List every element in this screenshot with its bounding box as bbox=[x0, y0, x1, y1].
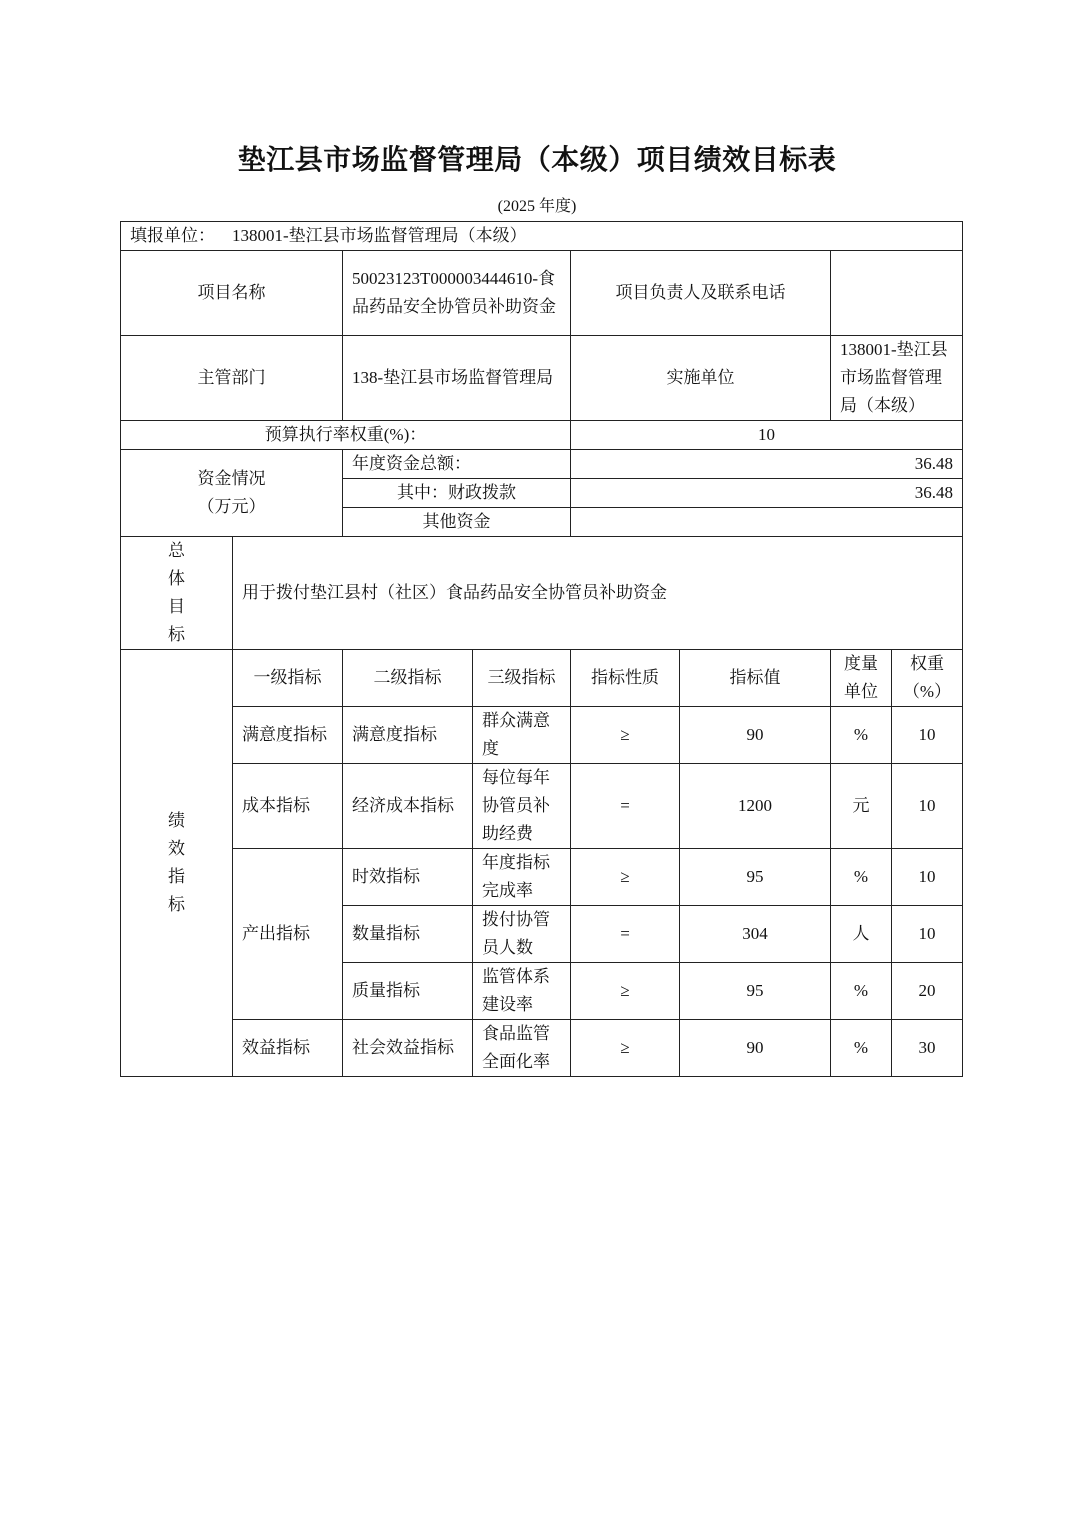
page-title: 垫江县市场监督管理局（本级）项目绩效目标表 bbox=[237, 143, 837, 176]
table-row bbox=[121, 707, 963, 764]
header-op: 指标性质 bbox=[571, 650, 680, 707]
unit-cell: % bbox=[831, 849, 892, 906]
page-subtitle: (2025 年度) bbox=[497, 198, 577, 215]
header-l3: 三级指标 bbox=[473, 650, 571, 707]
l3-cell: 拨付协管员人数 bbox=[473, 906, 571, 963]
header-weight: 权重（%） bbox=[892, 650, 963, 707]
indicators-label-text: 绩效指标 bbox=[168, 811, 185, 914]
funds-fiscal-label: 其中：财政拨款 bbox=[343, 479, 571, 508]
funds-label bbox=[121, 450, 343, 537]
table-row bbox=[121, 1020, 963, 1077]
funds-label-line1: 资金情况 bbox=[197, 469, 266, 488]
weight-cell: 20 bbox=[892, 963, 963, 1020]
op-cell: ≥ bbox=[571, 963, 680, 1020]
l1-cell: 满意度指标 bbox=[233, 707, 343, 764]
value-cell: 304 bbox=[680, 906, 831, 963]
unit-cell: 人 bbox=[831, 906, 892, 963]
l2-cell: 数量指标 bbox=[343, 906, 473, 963]
op-cell: = bbox=[571, 764, 680, 849]
value-cell: 95 bbox=[680, 963, 831, 1020]
header-l1: 一级指标 bbox=[233, 650, 343, 707]
op-cell: ≥ bbox=[571, 1020, 680, 1077]
budget-weight-label: 预算执行率权重(%)： bbox=[121, 421, 571, 450]
table-row bbox=[121, 849, 963, 906]
funds-label-line2: （万元） bbox=[197, 497, 266, 516]
l1-cell: 效益指标 bbox=[233, 1020, 343, 1077]
l2-cell: 经济成本指标 bbox=[343, 764, 473, 849]
l3-cell: 群众满意度 bbox=[473, 707, 571, 764]
header-value: 指标值 bbox=[680, 650, 831, 707]
l1-cell: 产出指标 bbox=[233, 849, 343, 1020]
impl-unit-label: 实施单位 bbox=[571, 336, 831, 421]
funds-total-label: 年度资金总额： bbox=[343, 450, 571, 479]
project-name-label: 项目名称 bbox=[121, 251, 343, 336]
l2-cell: 时效指标 bbox=[343, 849, 473, 906]
op-cell: ≥ bbox=[571, 707, 680, 764]
reporting-unit-value: 138001-垫江县市场监督管理局（本级） bbox=[232, 226, 527, 245]
op-cell: ≥ bbox=[571, 849, 680, 906]
weight-cell: 10 bbox=[892, 849, 963, 906]
funds-fiscal-value: 36.48 bbox=[571, 479, 963, 508]
l3-cell: 食品监管全面化率 bbox=[473, 1020, 571, 1077]
funds-other-value bbox=[571, 508, 963, 537]
reporting-unit-cell bbox=[121, 222, 963, 251]
unit-cell: 元 bbox=[831, 764, 892, 849]
overall-goal-label-text: 总体目标 bbox=[168, 541, 185, 644]
l3-cell: 监管体系建设率 bbox=[473, 963, 571, 1020]
project-name-value: 50023123T000003444610-食品药品安全协管员补助资金 bbox=[343, 251, 571, 336]
indicators-label bbox=[121, 650, 233, 1077]
l1-cell: 成本指标 bbox=[233, 764, 343, 849]
weight-cell: 10 bbox=[892, 707, 963, 764]
unit-cell: % bbox=[831, 707, 892, 764]
unit-cell: % bbox=[831, 1020, 892, 1077]
header-l2: 二级指标 bbox=[343, 650, 473, 707]
table-row bbox=[121, 764, 963, 849]
project-leader-label: 项目负责人及联系电话 bbox=[571, 251, 831, 336]
l2-cell: 质量指标 bbox=[343, 963, 473, 1020]
dept-value: 138-垫江县市场监督管理局 bbox=[343, 336, 571, 421]
value-cell: 90 bbox=[680, 1020, 831, 1077]
header-unit: 度量单位 bbox=[831, 650, 892, 707]
weight-cell: 10 bbox=[892, 906, 963, 963]
weight-cell: 30 bbox=[892, 1020, 963, 1077]
reporting-unit-label: 填报单位： bbox=[130, 226, 215, 245]
l2-cell: 社会效益指标 bbox=[343, 1020, 473, 1077]
l3-cell: 年度指标完成率 bbox=[473, 849, 571, 906]
funds-total-value: 36.48 bbox=[571, 450, 963, 479]
project-leader-value bbox=[831, 251, 963, 336]
performance-goal-table bbox=[120, 221, 963, 1077]
weight-cell: 10 bbox=[892, 764, 963, 849]
l3-cell: 每位每年协管员补助经费 bbox=[473, 764, 571, 849]
value-cell: 90 bbox=[680, 707, 831, 764]
value-cell: 1200 bbox=[680, 764, 831, 849]
dept-label: 主管部门 bbox=[121, 336, 343, 421]
unit-cell: % bbox=[831, 963, 892, 1020]
value-cell: 95 bbox=[680, 849, 831, 906]
overall-goal-label bbox=[121, 537, 233, 650]
overall-goal-text: 用于拨付垫江县村（社区）食品药品安全协管员补助资金 bbox=[233, 537, 963, 650]
funds-other-label: 其他资金 bbox=[343, 508, 571, 537]
budget-weight-value: 10 bbox=[571, 421, 963, 450]
l2-cell: 满意度指标 bbox=[343, 707, 473, 764]
op-cell: = bbox=[571, 906, 680, 963]
impl-unit-value: 138001-垫江县市场监督管理局（本级） bbox=[831, 336, 963, 421]
